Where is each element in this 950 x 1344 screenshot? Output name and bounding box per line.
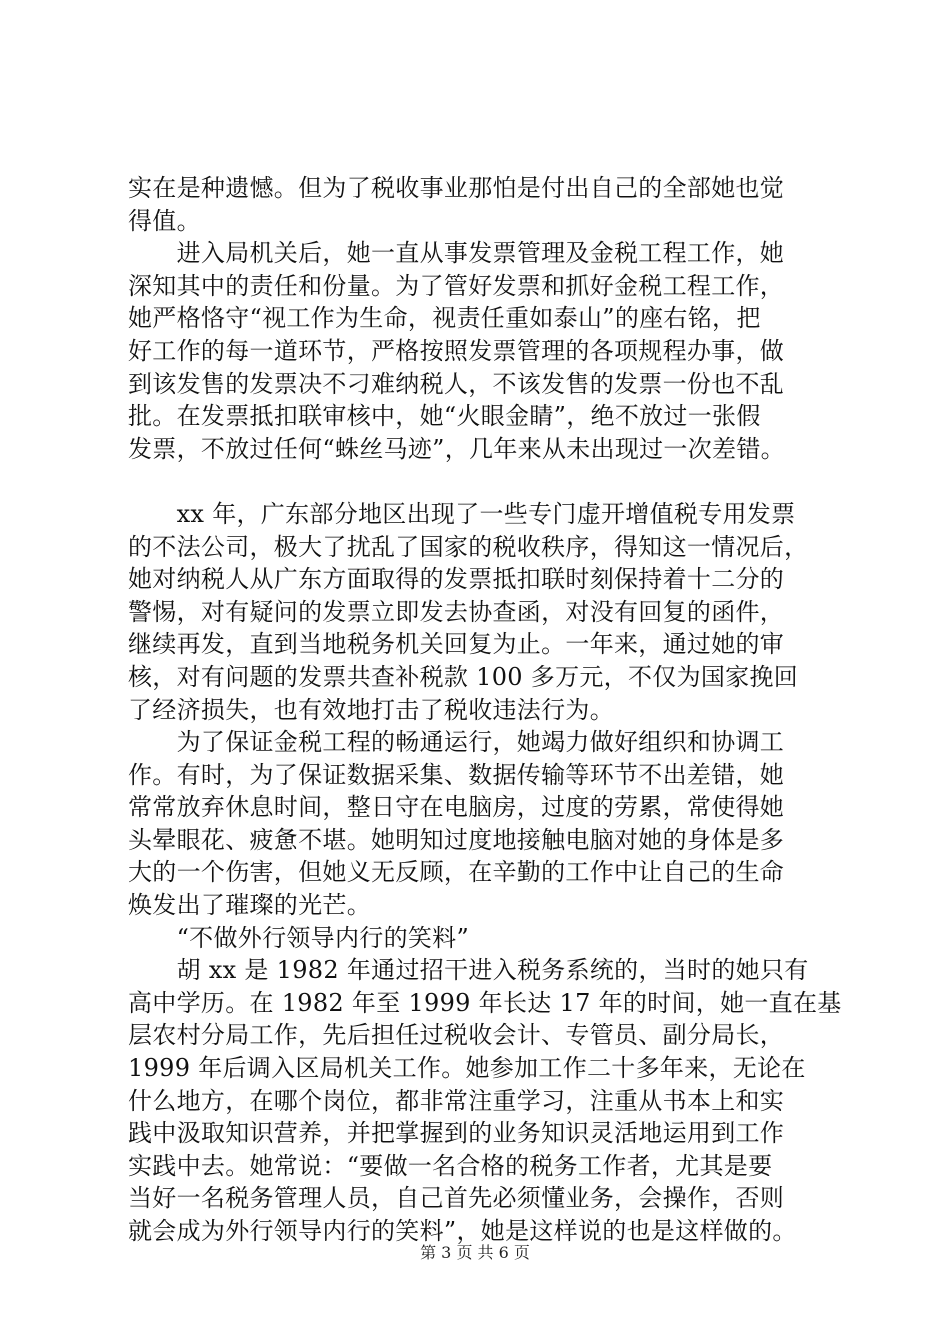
text-line: 当好一名税务管理人员，自己首先必须懂业务，会操作，否则 [128,1184,785,1213]
text-line: 发票，不放过任何“蛛丝马迹”，几年来从未出现过一次差错。 [128,434,785,463]
text-line: 什么地方，在哪个岗位，都非常注重学习，注重从书本上和实 [128,1086,785,1115]
section-heading: “不做外行领导内行的笑料” [128,923,470,952]
text-line: 深知其中的责任和份量。为了管好发票和抓好金税工程工作， [128,271,785,300]
body-text [128,172,840,1248]
text-line: 好工作的每一道环节，严格按照发票管理的各项规程办事，做 [128,336,785,365]
text-line: 就会成为外行领导内行的笑料”，她是这样说的也是这样做的。 [128,1217,797,1245]
text-line: 作。有时，为了保证数据采集、数据传输等环节不出差错，她 [128,760,785,789]
paragraph-start-line: 胡 xx 是 1982 年通过招干进入税务系统的，当时的她只有 [128,956,809,985]
text-line: 继续再发，直到当地税务机关回复为止。一年来，通过她的审 [128,630,785,659]
text-line: 警惕，对有疑问的发票立即发去协查函，对没有回复的函件， [128,597,785,626]
text-line: 实在是种遗憾。但为了税收事业那怕是付出自己的全部她也觉 [128,174,785,202]
text-line: 焕发出了璀璨的光芒。 [128,891,371,920]
text-line: 高中学历。在 1982 年至 1999 年长达 17 年的时间，她一直在基 [128,988,842,1017]
text-line: 头晕眼花、疲惫不堪。她明知过度地接触电脑对她的身体是多 [128,825,785,854]
text-line: 得值。 [128,206,201,235]
paragraph-gap [128,465,840,498]
paragraph-start-line: 为了保证金税工程的畅通运行，她竭力做好组织和协调工 [128,728,785,757]
text-line: 到该发售的发票决不刁难纳税人，不该发售的发票一份也不乱 [128,369,785,398]
text-line: 核，对有问题的发票共查补税款 100 多万元，不仅为国家挽回 [128,662,799,691]
text-line: 批。在发票抵扣联审核中，她“火眼金睛”，绝不放过一张假 [128,402,761,431]
page-number-footer: 第 3 页 共 6 页 [420,1243,530,1262]
text-line: 了经济损失，也有效地打击了税收违法行为。 [128,695,614,724]
text-line: 实践中去。她常说：“要做一名合格的税务工作者，尤其是要 [128,1151,773,1180]
text-line: 1999 年后调入区局机关工作。她参加工作二十多年来，无论在 [128,1054,806,1083]
paragraph-start-line: xx 年，广东部分地区出现了一些专门虚开增值税专用发票 [128,499,796,528]
text-line: 层农村分局工作，先后担任过税收会计、专管员、副分局长， [128,1021,785,1050]
text-line: 的不法公司，极大了扰乱了国家的税收秩序，得知这一情况后， [128,532,809,561]
paragraph-start-line: 进入局机关后，她一直从事发票管理及金税工程工作，她 [128,239,785,268]
text-line: 大的一个伤害，但她义无反顾，在辛勤的工作中让自己的生命 [128,858,785,887]
text-line: 她严格恪守“视工作为生命，视责任重如泰山”的座右铭，把 [128,304,761,333]
text-line: 她对纳税人从广东方面取得的发票抵扣联时刻保持着十二分的 [128,565,785,594]
text-line: 常常放弃休息时间，整日守在电脑房，过度的劳累，常使得她 [128,793,785,822]
text-line: 践中汲取知识营养，并把掌握到的业务知识灵活地运用到工作 [128,1119,785,1148]
